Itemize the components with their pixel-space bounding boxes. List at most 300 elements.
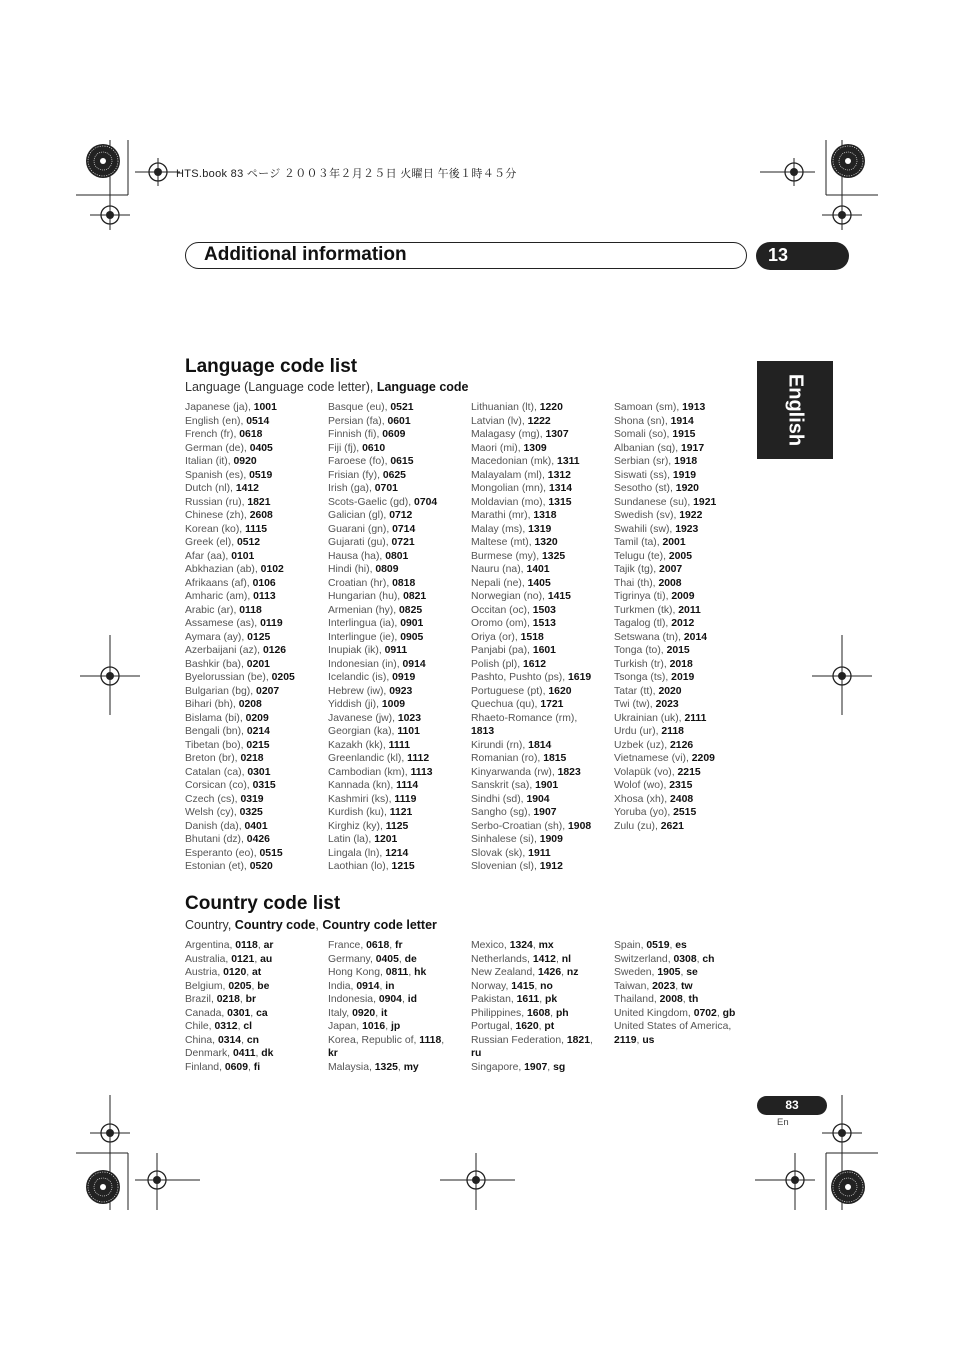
language-code: 1907 xyxy=(533,807,557,818)
language-code: 0923 xyxy=(389,685,413,697)
country-code: 1821 xyxy=(566,1034,590,1046)
language-name: Wolof (wo), xyxy=(614,780,670,791)
language-name: Sindhi (sd), xyxy=(471,793,527,805)
language-entry xyxy=(185,712,325,726)
country-letter-code: ch xyxy=(702,953,715,965)
language-entry xyxy=(185,415,325,429)
country-name: Pakistan, xyxy=(471,994,517,1005)
language-entry xyxy=(328,604,468,618)
language-name: Sinhalese (si), xyxy=(471,834,540,845)
language-name: Persian (fa), xyxy=(328,415,388,427)
country-letter-code: mx xyxy=(538,940,554,951)
language-code: 1415 xyxy=(547,591,571,602)
country-letter-code: ar xyxy=(263,940,274,951)
country-entry: Mexico, 1324, mx xyxy=(471,940,554,951)
language-name: French (fr), xyxy=(185,429,240,440)
language-name: Shona (sn), xyxy=(614,415,671,427)
language-code: 0426 xyxy=(246,834,270,845)
language-entry xyxy=(614,550,754,564)
language-name: Yoruba (yo), xyxy=(614,807,674,818)
language-name: Lithuanian (lt), xyxy=(471,402,540,413)
language-code: 0201 xyxy=(246,658,270,670)
language-entry xyxy=(471,712,606,739)
language-name: Swahili (sw), xyxy=(614,523,676,535)
language-entry xyxy=(614,563,754,577)
country-code: 0205 xyxy=(228,980,252,992)
language-name: Spanish (es), xyxy=(185,469,250,481)
country-letter-code: my xyxy=(403,1061,419,1073)
language-name: Hausa (ha), xyxy=(328,550,386,562)
language-entry xyxy=(185,806,325,820)
language-name: Fiji (fj), xyxy=(328,442,363,454)
language-name: Tonga (to), xyxy=(614,645,667,656)
language-code: 0704 xyxy=(414,496,438,508)
language-entry xyxy=(185,590,325,604)
country-name: Taiwan, xyxy=(614,980,653,992)
language-entry xyxy=(614,469,754,483)
country-name: Japan, xyxy=(328,1021,363,1032)
language-code-heading: Language code list xyxy=(185,356,358,377)
language-code: 1909 xyxy=(539,834,563,845)
country-letter-code: id xyxy=(407,994,417,1005)
country-code: 0411 xyxy=(232,1048,256,1059)
language-entry xyxy=(185,644,325,658)
country-name: Philippines, xyxy=(471,1007,528,1019)
language-entry xyxy=(614,428,754,442)
language-code: 1518 xyxy=(520,631,544,643)
language-code: 0625 xyxy=(382,469,406,481)
country-column-1 xyxy=(185,939,325,1074)
language-code: 0319 xyxy=(240,793,264,805)
language-code: 1115 xyxy=(245,523,268,535)
language-code: 1921 xyxy=(693,496,717,508)
language-name: Serbian (sr), xyxy=(614,456,675,467)
language-entry xyxy=(328,631,468,645)
language-name: Norwegian (no), xyxy=(471,591,548,602)
country-entry: India, 0914, in xyxy=(328,980,395,992)
country-entry: Pakistan, 1611, pk xyxy=(471,994,558,1005)
language-code: 0101 xyxy=(231,550,255,562)
country-entry: France, 0618, fr xyxy=(328,940,403,951)
language-entry xyxy=(328,820,468,834)
language-entry xyxy=(185,752,325,766)
language-code: 1922 xyxy=(679,510,703,521)
language-entry xyxy=(328,469,468,483)
language-name: Panjabi (pa), xyxy=(471,645,533,656)
language-name: Occitan (oc), xyxy=(471,604,533,616)
language-name: Abkhazian (ab), xyxy=(185,564,261,575)
language-name: Somali (so), xyxy=(614,429,673,440)
language-name: Tagalog (tl), xyxy=(614,618,672,629)
country-letter-code: nz xyxy=(566,967,579,978)
language-entry xyxy=(471,509,606,523)
language-code: 2011 xyxy=(678,604,701,616)
language-code: 0325 xyxy=(239,807,263,818)
country-letter-code: br xyxy=(245,994,257,1005)
country-entry: Philippines, 1608, ph xyxy=(471,1007,569,1019)
language-name: Hungarian (hu), xyxy=(328,591,404,602)
language-code: 2012 xyxy=(671,618,695,629)
language-name: Ukrainian (uk), xyxy=(614,712,685,724)
language-code: 0301 xyxy=(247,766,271,778)
language-name: Frisian (fy), xyxy=(328,469,383,481)
country-letter-code: nl xyxy=(561,953,571,965)
language-name: Tigrinya (ti), xyxy=(614,591,672,602)
language-code: 1311 xyxy=(557,456,580,467)
language-name: Javanese (jw), xyxy=(328,712,398,724)
language-entry xyxy=(614,644,754,658)
country-entry: Canada, 0301, ca xyxy=(185,1007,268,1019)
country-code: 1608 xyxy=(527,1007,551,1019)
country-code: 0618 xyxy=(366,940,390,951)
language-entry xyxy=(471,523,606,537)
country-letter-code: in xyxy=(385,980,395,992)
country-code: 0914 xyxy=(356,980,380,992)
language-code: 1412 xyxy=(235,483,259,494)
language-entry xyxy=(471,577,606,591)
country-code: 1324 xyxy=(509,940,533,951)
country-code: 0218 xyxy=(216,994,240,1005)
language-name: Tamil (ta), xyxy=(614,537,663,548)
language-code: 0610 xyxy=(362,442,386,454)
language-entry xyxy=(471,550,606,564)
language-code: 0208 xyxy=(238,699,262,710)
language-name: Japanese (ja), xyxy=(185,402,254,413)
language-code: 0521 xyxy=(390,402,414,413)
language-entry xyxy=(328,766,468,780)
language-column-3 xyxy=(471,401,606,874)
country-entry: Portugal, 1620, pt xyxy=(471,1021,555,1032)
language-entry xyxy=(328,577,468,591)
country-name: Singapore, xyxy=(471,1061,525,1073)
language-entry xyxy=(328,455,468,469)
language-entry xyxy=(614,482,754,496)
country-code: 0121 xyxy=(231,953,255,965)
language-code: 2608 xyxy=(249,510,273,521)
country-code: 1907 xyxy=(524,1061,548,1073)
country-code: 1415 xyxy=(511,980,535,992)
language-code: 2015 xyxy=(666,645,690,656)
language-code: 2005 xyxy=(668,550,692,562)
language-name: Welsh (cy), xyxy=(185,807,240,818)
country-entry: Austria, 0120, at xyxy=(185,967,262,978)
language-code: 2008 xyxy=(658,577,682,589)
language-entry xyxy=(328,482,468,496)
language-entry xyxy=(328,779,468,793)
language-code: 0609 xyxy=(382,429,406,440)
language-entry xyxy=(471,496,606,510)
language-entry xyxy=(185,779,325,793)
language-entry xyxy=(185,833,325,847)
language-name: Romanian (ro), xyxy=(471,753,544,764)
language-name: Bulgarian (bg), xyxy=(185,685,257,697)
country-name: New Zealand, xyxy=(471,967,538,978)
language-name: Galician (gl), xyxy=(328,510,390,521)
language-entry xyxy=(614,536,754,550)
language-entry xyxy=(471,604,606,618)
language-name: Greek (el), xyxy=(185,537,237,548)
country-entry: Korea, Republic of, 1118, kr xyxy=(328,1034,445,1059)
country-letter-code: jp xyxy=(391,1021,401,1032)
language-entry xyxy=(471,847,606,861)
language-code: 1125 xyxy=(385,820,409,832)
language-code: 0106 xyxy=(252,577,276,589)
language-name: Amharic (am), xyxy=(185,591,254,602)
country-letter-code: fi xyxy=(253,1061,261,1073)
language-entry xyxy=(185,820,325,834)
language-code: 0113 xyxy=(253,591,276,602)
country-entry: Finland, 0609, fi xyxy=(185,1061,261,1073)
country-letter-code: kr xyxy=(328,1048,338,1059)
language-entry xyxy=(471,698,606,712)
language-name: Armenian (hy), xyxy=(328,604,400,616)
country-entry: Netherlands, 1412, nl xyxy=(471,953,571,965)
language-entry xyxy=(614,779,754,793)
language-code: 1917 xyxy=(681,442,705,454)
country-letter-code: cn xyxy=(246,1034,259,1046)
language-name: Inupiak (ik), xyxy=(328,645,385,656)
language-entry xyxy=(328,617,468,631)
language-entry xyxy=(471,806,606,820)
language-name: Tibetan (bo), xyxy=(185,739,247,751)
language-code: 1112 xyxy=(407,753,430,764)
language-name: Aymara (ay), xyxy=(185,631,248,643)
language-code: 1904 xyxy=(526,793,550,805)
language-code: 1023 xyxy=(397,712,421,724)
language-code: 0405 xyxy=(249,442,273,454)
country-letter-code: sg xyxy=(553,1061,566,1073)
language-code: 0118 xyxy=(239,604,262,616)
language-entry xyxy=(471,820,606,834)
language-code: 1314 xyxy=(548,483,573,494)
language-name: Setswana (tn), xyxy=(614,631,684,643)
language-code: 0615 xyxy=(390,456,414,467)
language-entry xyxy=(328,415,468,429)
country-name: China, xyxy=(185,1034,218,1046)
country-name: United States of America, xyxy=(614,1021,732,1032)
language-name: Sundanese (su), xyxy=(614,496,694,508)
language-entry xyxy=(614,415,754,429)
language-code: 1114 xyxy=(396,780,419,791)
language-name: Kashmiri (ks), xyxy=(328,793,395,805)
language-entry xyxy=(471,442,606,456)
language-name: Nauru (na), xyxy=(471,564,527,575)
language-name: Burmese (my), xyxy=(471,550,543,562)
language-name: Finnish (fi), xyxy=(328,429,383,440)
language-name: Portuguese (pt), xyxy=(471,685,549,697)
country-code: 2008 xyxy=(659,994,683,1005)
language-entry xyxy=(185,739,325,753)
language-code: 2020 xyxy=(658,685,682,697)
language-name: Latvian (lv), xyxy=(471,415,528,427)
language-entry xyxy=(328,401,468,415)
language-name: Maori (mi), xyxy=(471,442,524,454)
page-language: En xyxy=(777,1117,789,1128)
language-entry xyxy=(328,752,468,766)
country-code: 0811 xyxy=(385,967,409,978)
language-entry xyxy=(471,428,606,442)
language-entry xyxy=(185,455,325,469)
country-name: Sweden, xyxy=(614,967,658,978)
language-entry xyxy=(614,590,754,604)
country-entry: Russian Federation, 1821, ru xyxy=(471,1034,593,1059)
language-code: 0119 xyxy=(260,618,283,629)
language-name: Malayalam (ml), xyxy=(471,469,548,481)
language-code: 0218 xyxy=(240,753,264,764)
language-name: Hebrew (iw), xyxy=(328,685,390,697)
language-name: Oromo (om), xyxy=(471,618,533,629)
language-entry xyxy=(614,509,754,523)
language-entry xyxy=(185,563,325,577)
language-entry xyxy=(328,442,468,456)
language-name: Russian (ru), xyxy=(185,496,248,508)
country-name: France, xyxy=(328,940,367,951)
country-letter-code: hk xyxy=(414,967,427,978)
language-entry xyxy=(471,590,606,604)
country-code: 0904 xyxy=(378,994,402,1005)
language-code: 2023 xyxy=(655,699,679,710)
country-entry: Thailand, 2008, th xyxy=(614,994,699,1005)
country-letter-code: it xyxy=(380,1007,388,1019)
language-name: Telugu (te), xyxy=(614,550,669,562)
language-name: Maltese (mt), xyxy=(471,537,535,548)
language-name: Assamese (as), xyxy=(185,618,261,629)
language-name: Afrikaans (af), xyxy=(185,577,253,589)
language-entry xyxy=(185,631,325,645)
language-code: 1814 xyxy=(528,739,552,751)
language-code: 1401 xyxy=(526,564,550,575)
language-code: 2007 xyxy=(659,564,683,575)
language-name: Hindi (hi), xyxy=(328,564,376,575)
language-name: Slovenian (sl), xyxy=(471,861,540,872)
language-code: 1612 xyxy=(522,658,547,670)
language-name: Scots-Gaelic (gd), xyxy=(328,496,415,508)
language-code: 2209 xyxy=(691,753,715,764)
language-entry xyxy=(185,617,325,631)
language-name: Macedonian (mk), xyxy=(471,456,558,467)
language-code: 1220 xyxy=(539,402,563,413)
language-entry xyxy=(614,631,754,645)
country-name: Germany, xyxy=(328,953,376,965)
country-name: Korea, Republic of, xyxy=(328,1034,420,1046)
language-entry xyxy=(471,415,606,429)
language-name: Tatar (tt), xyxy=(614,685,659,697)
language-entry xyxy=(328,725,468,739)
language-column-1 xyxy=(185,401,325,874)
language-name: Latin (la), xyxy=(328,834,375,845)
country-letter-code: no xyxy=(540,980,553,992)
language-code: 0809 xyxy=(375,564,399,575)
country-name: Argentina, xyxy=(185,940,236,951)
language-code: 1009 xyxy=(381,699,406,710)
language-name: Turkmen (tk), xyxy=(614,604,679,616)
language-name: Icelandic (is), xyxy=(328,672,393,683)
language-entry xyxy=(614,455,754,469)
language-code: 1119 xyxy=(394,793,417,805)
language-name: Kannada (kn), xyxy=(328,780,397,791)
country-code: 0120 xyxy=(223,967,247,978)
country-letter-code: tw xyxy=(681,980,693,992)
language-entry xyxy=(471,685,606,699)
language-code: 0601 xyxy=(387,415,411,427)
language-name: Siswati (ss), xyxy=(614,469,673,481)
language-code: 1915 xyxy=(672,429,696,440)
language-code: 1320 xyxy=(534,537,558,548)
language-entry xyxy=(471,752,606,766)
language-code: 1513 xyxy=(532,618,556,629)
language-code: 1405 xyxy=(527,577,551,589)
language-entry xyxy=(471,658,606,672)
language-name: English (en), xyxy=(185,415,247,427)
language-code: 2118 xyxy=(661,726,684,737)
language-code: 1001 xyxy=(253,402,277,413)
language-code: 0512 xyxy=(236,537,261,548)
country-code: 0118 xyxy=(235,940,258,951)
language-name: Czech (cs), xyxy=(185,793,241,805)
language-name: Tajik (tg), xyxy=(614,564,660,575)
language-code: 2408 xyxy=(670,793,694,805)
language-entry xyxy=(328,806,468,820)
language-name: Danish (da), xyxy=(185,820,245,832)
page-number: 83 xyxy=(757,1096,827,1115)
language-code: 1919 xyxy=(672,469,697,481)
language-name: Interlingua (ia), xyxy=(328,618,401,629)
language-name: German (de), xyxy=(185,442,250,454)
language-entry xyxy=(471,455,606,469)
language-code: 1215 xyxy=(391,861,415,872)
language-code: 0207 xyxy=(256,685,280,697)
language-entry xyxy=(614,712,754,726)
country-code: 0519 xyxy=(646,940,670,951)
language-entry xyxy=(328,658,468,672)
language-entry xyxy=(185,685,325,699)
country-letter-code: dk xyxy=(261,1048,274,1059)
country-entry: United States of America, 2119, us xyxy=(614,1021,732,1046)
chapter-number: 13 xyxy=(756,242,849,270)
country-letter-code: at xyxy=(252,967,262,978)
language-name: Kinyarwanda (rw), xyxy=(471,766,558,778)
language-name: Bislama (bi), xyxy=(185,712,246,724)
language-name: Kazakh (kk), xyxy=(328,739,389,751)
language-code-subheading: Language (Language code letter), Language code xyxy=(185,380,469,394)
language-name: Bengali (bn), xyxy=(185,726,247,737)
language-name: Bashkir (ba), xyxy=(185,658,247,670)
language-entry xyxy=(614,671,754,685)
language-name: Corsican (co), xyxy=(185,780,253,791)
language-entry xyxy=(328,496,468,510)
language-name: Rhaeto-Romance (rm), xyxy=(471,712,578,724)
language-entry xyxy=(328,550,468,564)
language-code: 0911 xyxy=(384,645,408,656)
language-code: 0920 xyxy=(233,456,257,467)
language-name: Breton (br), xyxy=(185,753,241,764)
language-entry xyxy=(614,685,754,699)
country-name: Spain, xyxy=(614,940,647,951)
country-entry: Germany, 0405, de xyxy=(328,953,417,965)
country-code: 1016 xyxy=(362,1021,386,1032)
language-name: Polish (pl), xyxy=(471,658,523,670)
language-entry xyxy=(185,658,325,672)
language-entry xyxy=(471,631,606,645)
country-code: 1426 xyxy=(538,967,562,978)
country-name: Austria, xyxy=(185,967,224,978)
language-name: Swedish (sv), xyxy=(614,510,680,521)
language-code: 1813 xyxy=(471,726,495,737)
language-entry xyxy=(614,442,754,456)
language-name: Cambodian (km), xyxy=(328,766,411,778)
section-title: Additional information xyxy=(204,244,407,265)
language-code: 1620 xyxy=(548,685,572,697)
